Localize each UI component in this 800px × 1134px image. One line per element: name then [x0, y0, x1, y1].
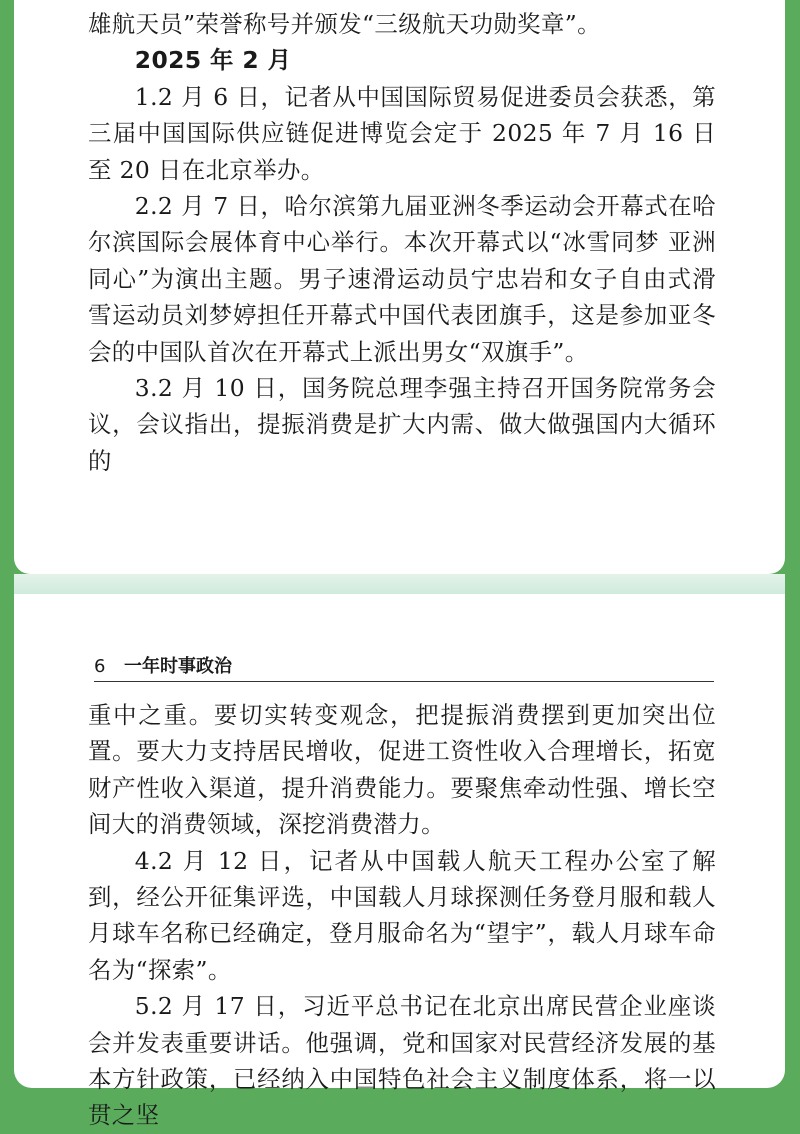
paragraph: 3.2 月 10 日，国务院总理李强主持召开国务院常务会议，会议指出，提振消费是扩大内需、做大做强国内大循环的	[88, 374, 716, 475]
running-header	[94, 655, 714, 682]
paragraph: 雄航天员”荣誉称号并颁发“三级航天功勋奖章”。	[88, 10, 601, 38]
paragraph: 5.2 月 17 日，习近平总书记在北京出席民营企业座谈会并发表重要讲话。他强调，党和国家对民营经济发展的基本方针政策，已经纳入中国特色社会主义制度体系，将一以贯之坚	[88, 992, 716, 1130]
paragraph: 4.2 月 12 日，记者从中国载人航天工程办公室了解到，经公开征集评选，中国载人月球探测任务登月服和载人月球车名称已经确定，登月服命名为“望宇”，载人月球车命名为“探索”。	[88, 846, 716, 984]
paragraph: 2.2 月 7 日，哈尔滨第九届亚洲冬季运动会开幕式在哈尔滨国际会展体育中心举行。本次开幕式以“冰雪同梦 亚洲同心”为演出主题。男子速滑运动员宁忠岩和女子自由式滑雪运动员刘梦婷担任开幕式中国代表团旗手，这是参加亚冬会的中国队首次在开幕式上派出男女“双旗手”。	[88, 192, 716, 366]
paragraph: 重中之重。要切实转变观念，把提振消费摆到更加突出位置。要大力支持居民增收，促进工资性收入合理增长，拓宽财产性收入渠道，提升消费能力。要聚焦牵动性强、增长空间大的消费领域，深挖消费潜力。	[88, 701, 716, 839]
page-divider	[14, 574, 785, 594]
paragraph: 1.2 月 6 日，记者从中国国际贸易促进委员会获悉，第三届中国国际供应链促进博览会定于 2025 年 7 月 16 日至 20 日在北京举办。	[88, 82, 716, 184]
section-heading: 2025 年 2 月	[134, 46, 292, 75]
bottom-page-text	[88, 697, 716, 1134]
page-number: 6	[94, 656, 106, 677]
top-page-text	[88, 6, 716, 479]
running-title: 一年时事政治	[124, 656, 232, 677]
